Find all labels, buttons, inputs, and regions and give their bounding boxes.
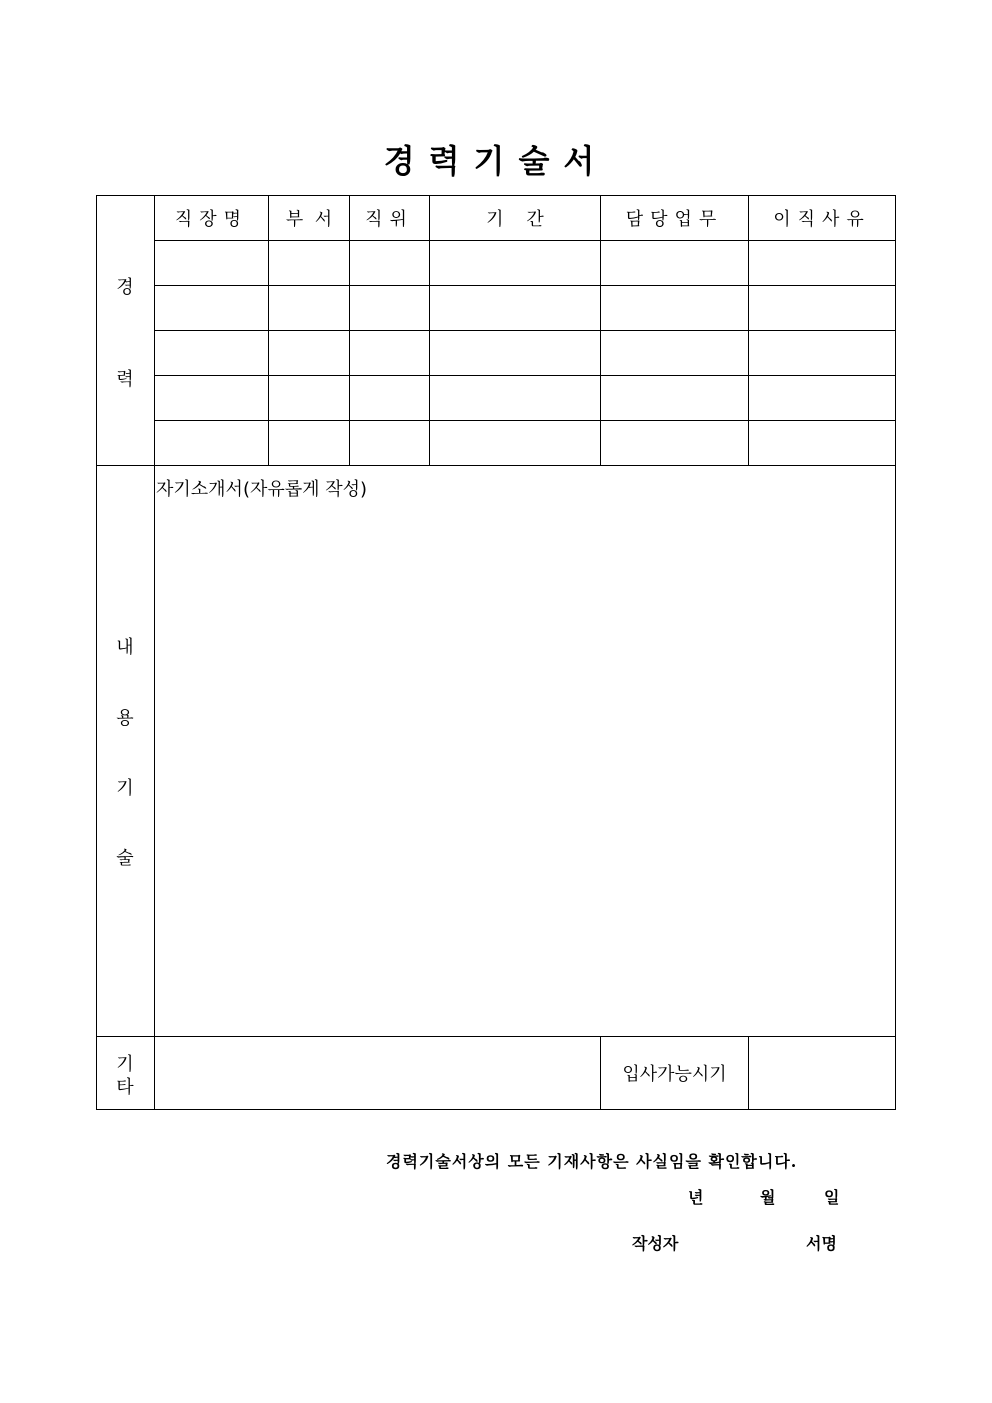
header-department: 부 서	[285, 209, 333, 230]
header-period: 기 간	[486, 209, 544, 230]
other-label-top: 기	[116, 1054, 134, 1075]
header-duties: 담당업무	[625, 209, 724, 230]
page-title: 경력기술서	[383, 142, 609, 180]
header-position: 직위	[365, 209, 414, 230]
row-divider	[154, 375, 896, 376]
section-divider	[96, 465, 896, 466]
row-divider	[154, 240, 896, 241]
row-divider	[154, 420, 896, 421]
column-divider	[748, 1036, 749, 1110]
section-divider	[96, 1036, 896, 1037]
row-divider	[154, 285, 896, 286]
month-label: 월	[760, 1188, 776, 1207]
career-form	[96, 195, 896, 1110]
available-date-label: 입사가능시기	[622, 1064, 727, 1085]
header-leave-reason: 이직사유	[773, 209, 871, 230]
signature-label: 서명	[806, 1234, 837, 1253]
border-right	[895, 195, 896, 1110]
content-label-3: 기	[116, 778, 134, 799]
writer-label: 작성자	[632, 1234, 679, 1253]
confirmation-statement: 경력기술서상의 모든 기재사항은 사실임을 확인합니다.	[386, 1152, 798, 1171]
border-bottom	[96, 1109, 896, 1110]
self-introduction-label: 자기소개서(자유롭게 작성)	[156, 479, 368, 500]
content-label-4: 술	[116, 848, 134, 869]
row-divider	[154, 330, 896, 331]
career-label-top: 경	[116, 277, 134, 298]
other-label-bottom: 타	[116, 1077, 134, 1098]
header-company: 직장명	[174, 209, 249, 230]
label-column-divider	[154, 195, 155, 1110]
day-label: 일	[824, 1188, 840, 1207]
content-label-1: 내	[116, 637, 134, 658]
year-label: 년	[688, 1188, 704, 1207]
content-label-2: 용	[116, 708, 134, 729]
career-label-bottom: 력	[116, 369, 134, 390]
